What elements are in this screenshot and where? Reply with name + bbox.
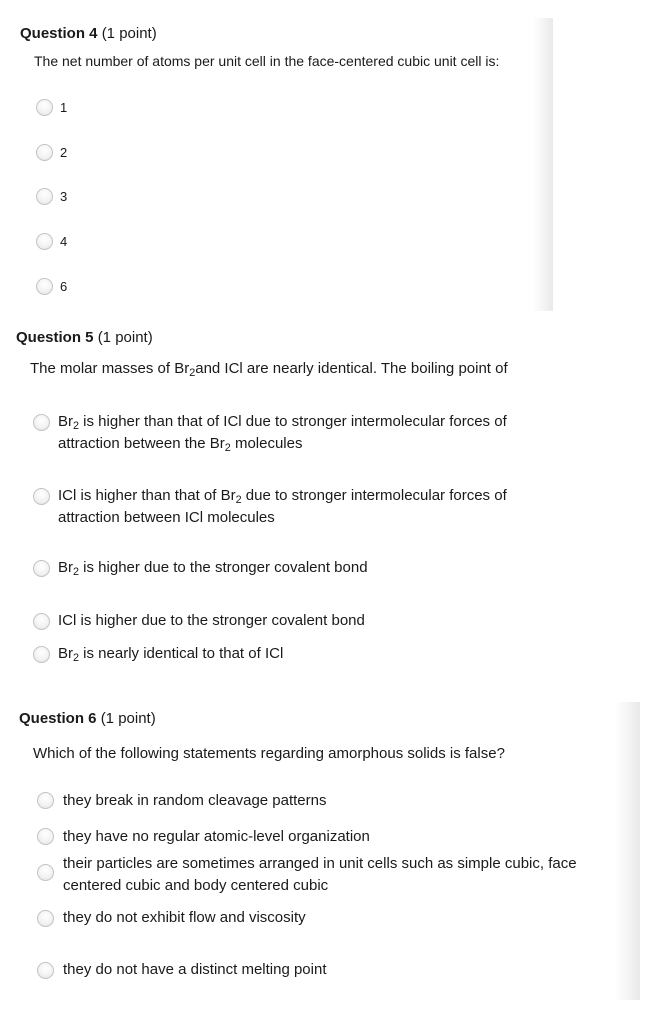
radio-button[interactable] [33,613,50,630]
question-6-title [19,710,156,727]
radio-button[interactable] [37,864,54,881]
question-points: (1 point) [97,329,153,346]
radio-button[interactable] [36,278,53,295]
radio-button[interactable] [37,962,54,979]
question-5-title [16,329,153,346]
radio-button[interactable] [37,792,54,809]
question-4-text: The net number of atoms per unit cell in the face-centered cubic unit cell is: [34,53,500,69]
question-points: (1 point) [100,710,156,727]
option-label: they do not have a distinct melting point [63,961,327,978]
panel-shadow-q4 [532,18,553,311]
radio-button[interactable] [36,99,53,116]
radio-button[interactable] [33,560,50,577]
option-label: their particles are sometimes arranged in unit cells such as simple cubic, face centered cubic and body centered cubic [63,855,577,894]
option-label: 2 [60,145,68,160]
radio-button[interactable] [36,233,53,250]
option-label: ICl is higher due to the stronger covalent bond [58,612,365,629]
option-label: they have no regular atomic-level organization [63,828,370,845]
option-label: they break in random cleavage patterns [63,792,327,809]
radio-button[interactable] [36,144,53,161]
radio-button[interactable] [33,646,50,663]
question-6-text: Which of the following statements regarding amorphous solids is false? [33,745,505,762]
option-label: 6 [60,279,68,294]
option-label: ICl is higher than that of $Br_2$ due to stronger intermolecular forces of attraction between ICl molecules [58,487,507,526]
option-label: 4 [60,234,68,249]
question-4-title [20,25,157,42]
radio-button[interactable] [33,414,50,431]
question-number: Question 5 [16,329,94,346]
radio-button[interactable] [36,188,53,205]
option-label: 3 [60,189,68,204]
radio-button[interactable] [37,828,54,845]
option-label: 1 [60,100,68,115]
question-points: (1 point) [101,25,157,42]
option-label: $Br_2$ is higher than that of ICl due to stronger intermolecular forces of attraction between the $Br_2$ molecules [58,413,507,455]
option-label: $Br_2$ is nearly identical to that of ICl [58,645,284,665]
panel-shadow-q6 [614,702,640,1000]
radio-button[interactable] [37,910,54,927]
question-number: Question 4 [20,25,98,42]
radio-button[interactable] [33,488,50,505]
option-label: $Br_2$ is higher due to the stronger covalent bond [58,559,368,579]
option-label: they do not exhibit flow and viscosity [63,909,306,926]
question-number: Question 6 [19,710,97,727]
question-5-text: The molar masses of $Br_2and$ ICl are nearly identical. The boiling point of [30,360,508,380]
